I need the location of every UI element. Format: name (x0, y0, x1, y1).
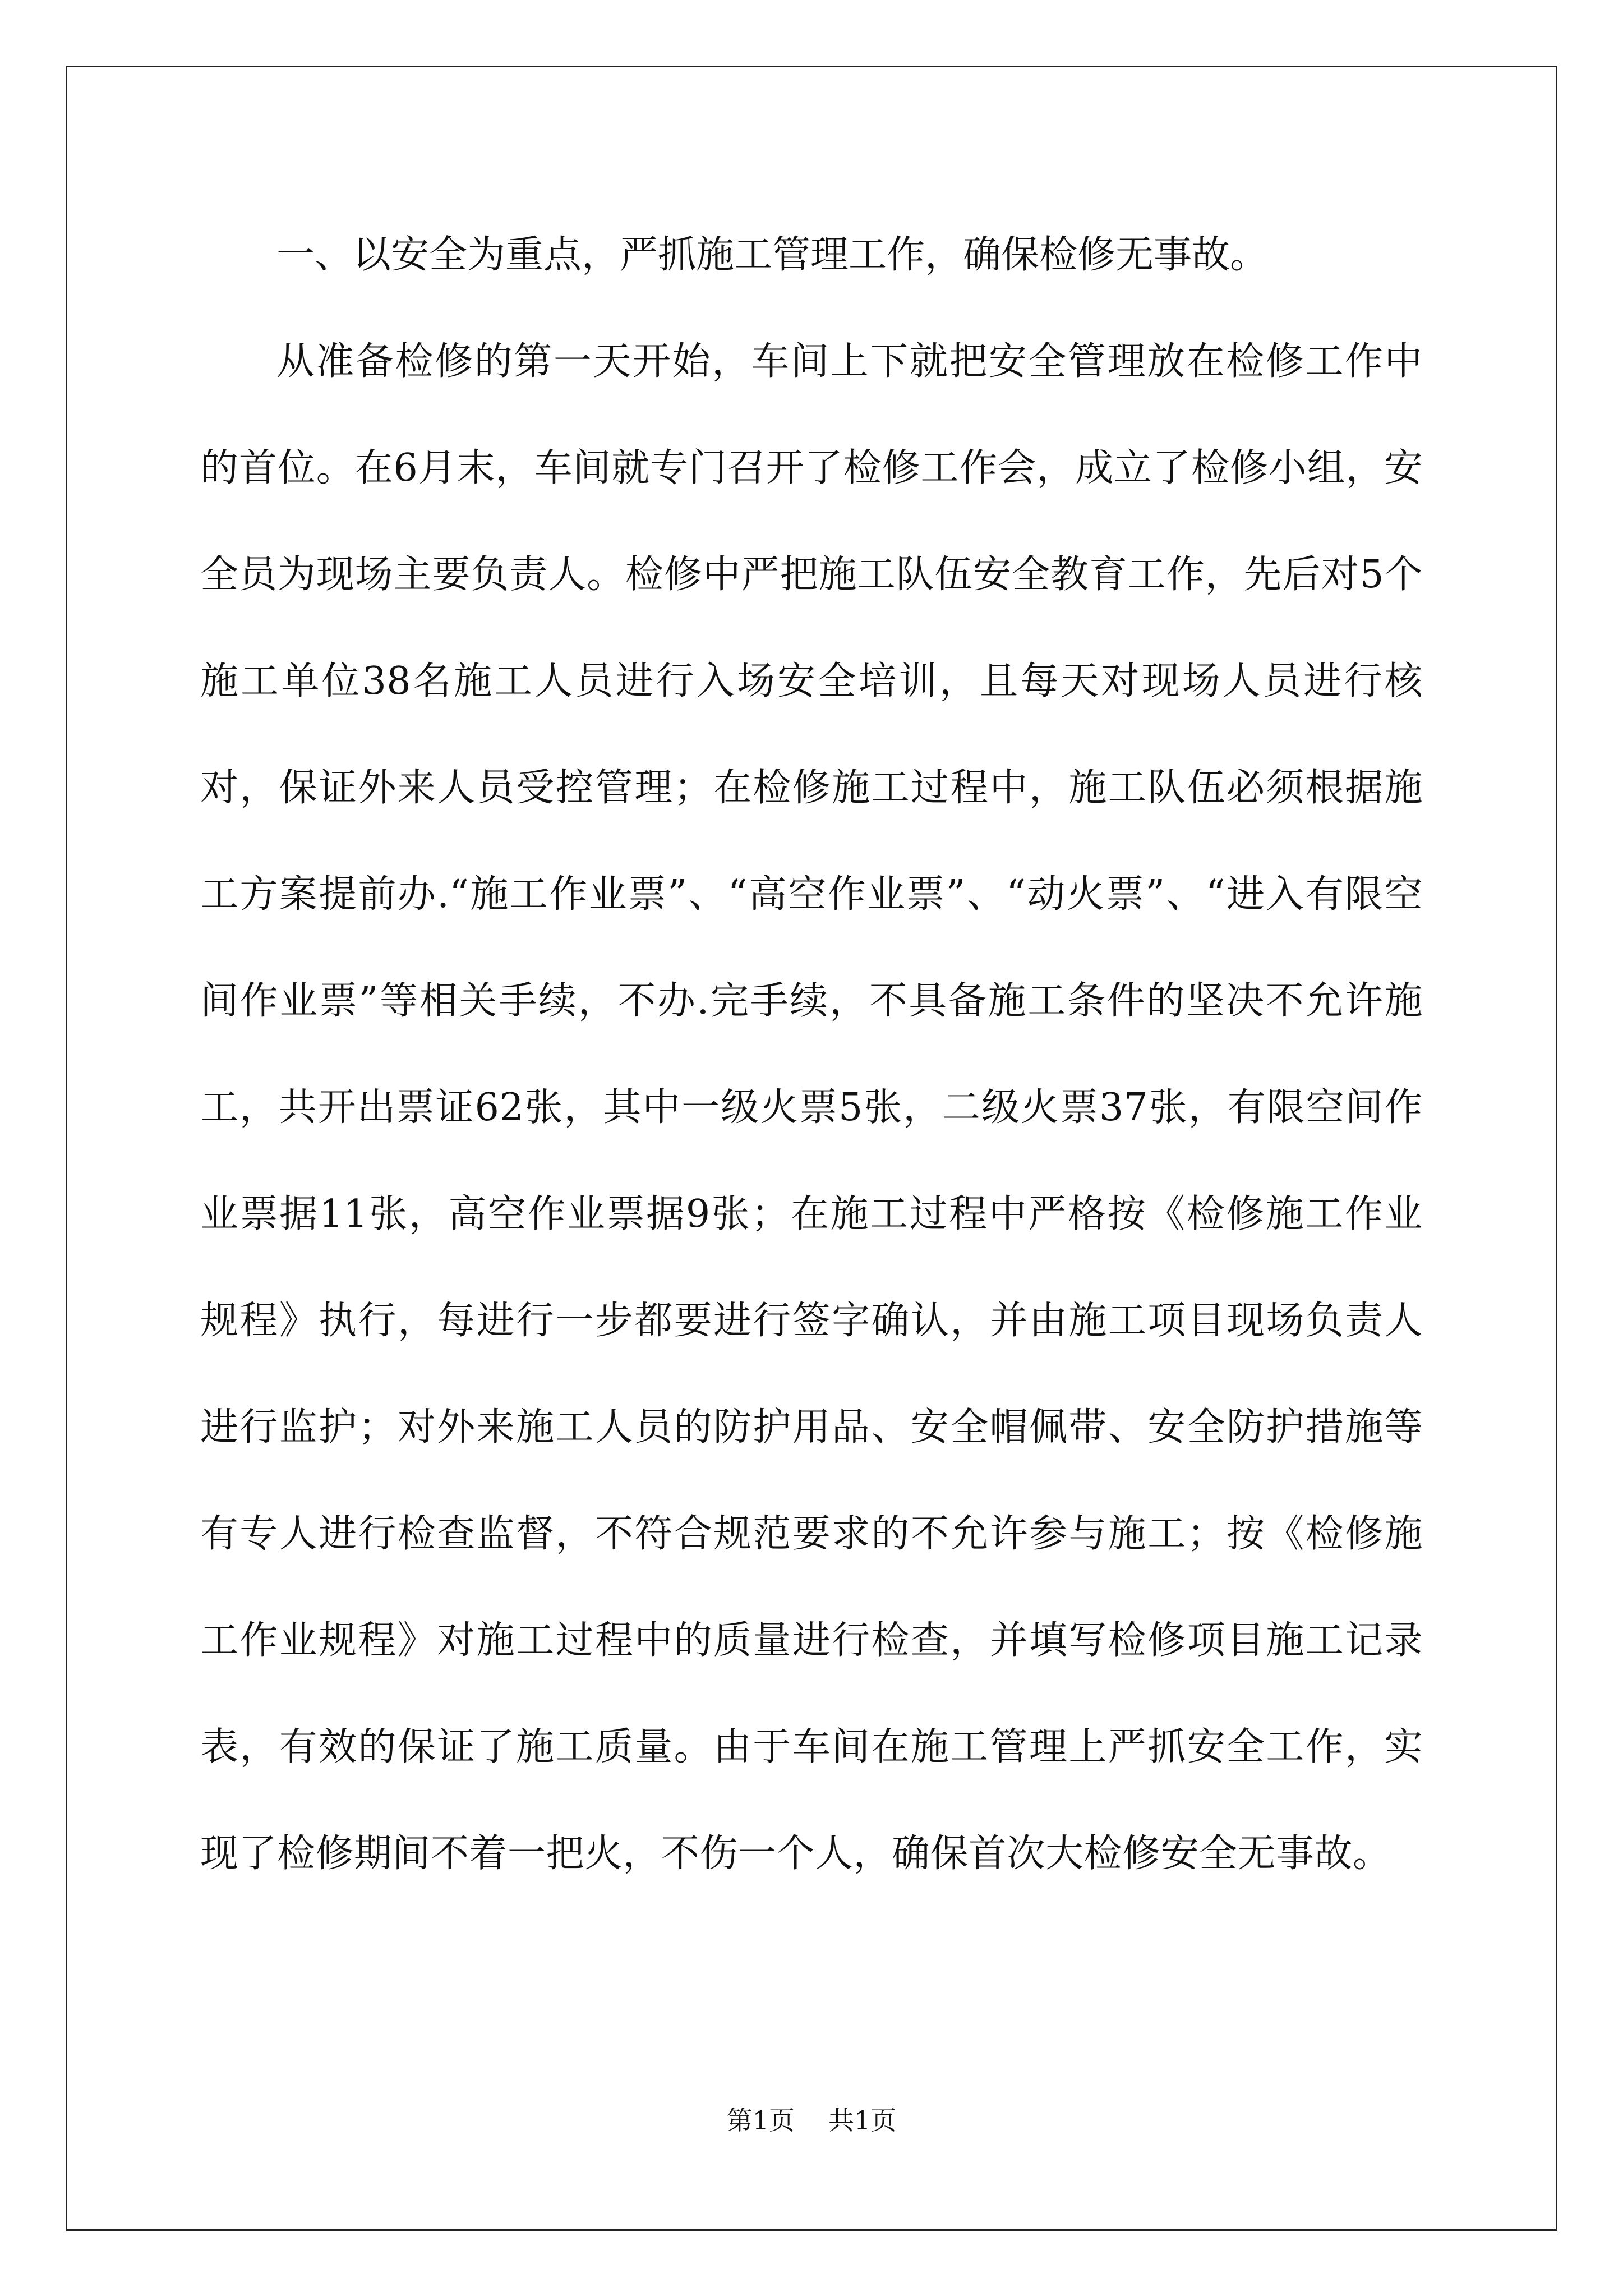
section-heading: 一、以安全为重点，严抓施工管理工作，确保检修无事故。 (276, 233, 1269, 277)
page-number: 第1页 (726, 2105, 795, 2136)
page-footer (0, 2100, 1623, 2137)
document-body (200, 202, 1423, 1907)
page-total: 共1页 (828, 2105, 897, 2136)
body-paragraph: 从准备检修的第一天开始，车间上下就把安全管理放在检修工作中的首位。在6月末，车间就专门召开了检修工作会，成立了检修小组，安全员为现场主要负责人。检修中严把施工队伍安全教育工作，先后对5个施工单位38名施工人员进行入场安全培训，且每天对现场人员进行核对，保证外来人员受控管理；在检修施工过程中，施工队伍必须根据施工方案提前办.“施工作业票”、“高空作业票”、“动火票”、“进入有限空间作业票”等相关手续，不办.完手续，不具备施工条件的坚决不允许施工，共开出票证62张，其中一级火票5张，二级火票37张，有限空间作业票据11张，高空作业票据9张；在施工过程中严格按《检修施工作业规程》执行，每进行一步都要进行签字确认，并由施工项目现场负责人进行监护；对外来施工人员的防护用品、安全帽佩带、安全防护措施等有专人进行检查监督，不符合规范要求的不允许参与施工；按《检修施工作业规程》对施工过程中的质量进行检查，并填写检修项目施工记录表，有效的保证了施工质量。由于车间在施工管理上严抓安全工作，实现了检修期间不着一把火，不伤一个人，确保首次大检修安全无事故。 (200, 339, 1423, 1876)
